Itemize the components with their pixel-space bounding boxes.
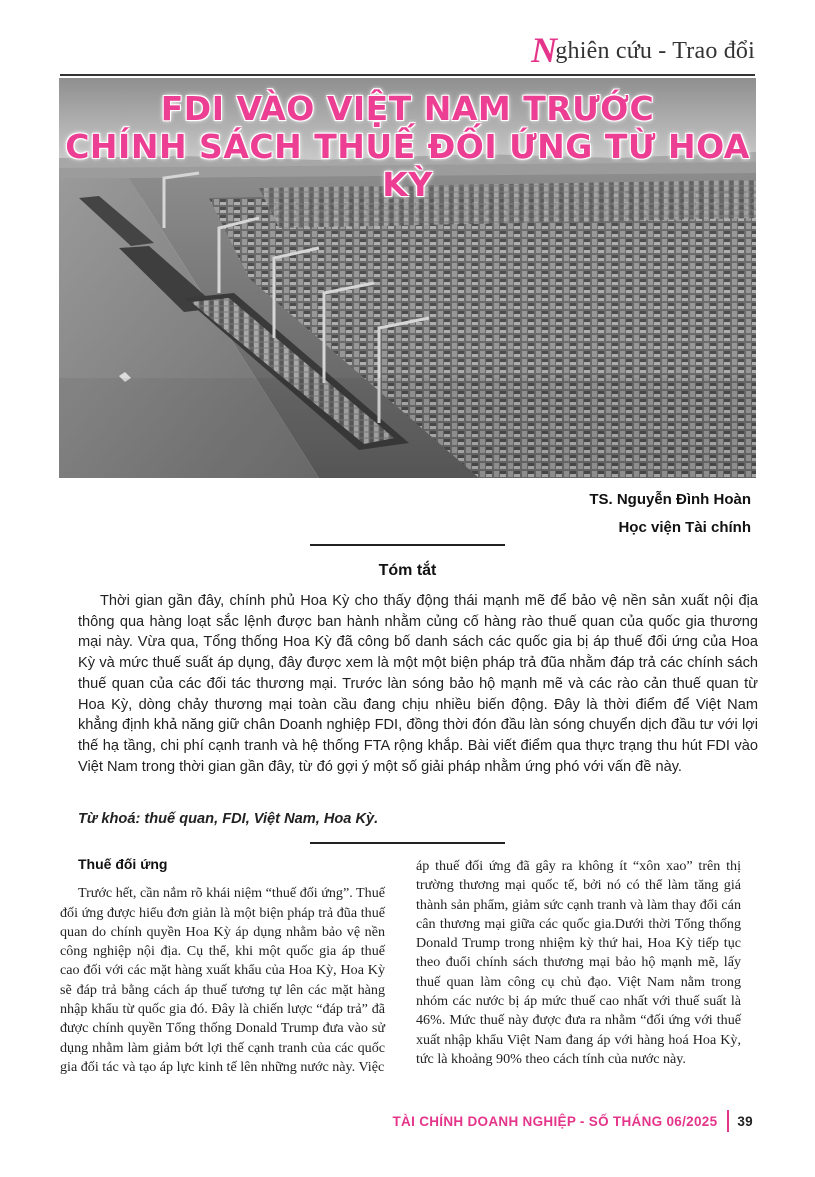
body-paragraph-right: áp thuế đối ứng đã gây ra không ít “xôn xao” trên thị trường thương mại quốc tế, bởi nó có thể làm tăng giá thành sản phẩm, giảm sức cạnh tranh và làm thay đổi cán cân thương mại giữa các quốc gia.Dưới thời Tổng thống Donald Trump trong nhiệm kỳ thứ hai, Hoa Kỳ tiếp tục theo đuổi chính sách thương mại bảo hộ mạnh mẽ, lấy thuế quan làm công cụ chủ đạo. Việt Nam nằm trong nhóm các nước bị áp mức thuế cao nhất với thuế suất là 46%. Mức thuế này được đưa ra nhằm “đối ứng với thuế xuất nhập khẩu Việt Nam đang áp với hàng hoá Hoa Kỳ, tức là khoảng 90% theo cách tính của nước này. [416, 858, 741, 1067]
keywords: Từ khoá: thuế quan, FDI, Việt Nam, Hoa Kỳ. [78, 811, 379, 827]
body-column-right [416, 857, 741, 1069]
abstract-heading: Tóm tắt [378, 562, 437, 579]
section-title [531, 32, 755, 68]
footer-separator [727, 1110, 729, 1132]
section-title-initial: N [531, 30, 558, 70]
author-name: TS. Nguyễn Đình Hoàn [589, 491, 751, 508]
divider-top [310, 544, 505, 546]
section-title-rest: ghiên cứu - Trao đổi [555, 38, 755, 64]
section-heading: Thuế đối ứng [78, 856, 168, 872]
page-footer [393, 1110, 753, 1132]
article-title [59, 90, 756, 204]
divider-bottom [310, 842, 505, 844]
section-header [60, 30, 755, 76]
abstract-body: Thời gian gần đây, chính phủ Hoa Kỳ cho thấy động thái mạnh mẽ để bảo vệ nền sản xuất nội địa thông qua hàng loạt sắc lệnh được ban hành nhằm củng cố hàng rào thuế quan của quốc gia thương mại này. Vừa qua, Tổng thống Hoa Kỳ đã công bố danh sách các quốc gia bị áp thuế đối ứng của Hoa Kỳ và mức thuế suất áp dụng, đây được xem là một một biện pháp trả đũa nhằm đáp trả các chính sách thuế quan của các đối tác thương mại. Trước làn sóng bảo hộ mạnh mẽ và các rào cản thuế quan từ Hoa Kỳ, dòng chảy thương mại toàn cầu đang chịu nhiều biến động. Đây là thời điểm để Việt Nam khẳng định khả năng giữ chân Doanh nghiệp FDI, đồng thời đón đầu làn sóng chuyển dịch đầu tư với lợi thế hạ tầng, chi phí cạnh tranh và hệ thống FTA rộng khắp. Bài viết điểm qua thực trạng thu hút FDI vào Việt Nam trong thời gian gần đây, từ đó gợi ý một số giải pháp nhằm ứng phó với vấn đề này. [78, 593, 758, 775]
header-rule [60, 74, 755, 76]
journal-name: TÀI CHÍNH DOANH NGHIỆP - SỐ THÁNG 06/2025 [392, 1113, 718, 1129]
hero-photo [59, 78, 756, 478]
author-block [589, 486, 751, 542]
page-number: 39 [737, 1113, 753, 1129]
body-column-left [60, 855, 385, 1077]
article-title-line1: FDI VÀO VIỆT NAM TRƯỚC [160, 89, 655, 128]
author-affiliation: Học viện Tài chính [618, 519, 751, 536]
body-paragraph-left: Trước hết, cần nắm rõ khái niệm “thuế đối ứng”. Thuế đối ứng được hiểu đơn giản là một biện pháp trả đũa thuế quan do chính quyền Hoa Kỳ áp dụng nhằm bảo vệ nền công nghiệp nội địa. Cụ thể, khi một quốc gia áp thuế cao đối với các mặt hàng xuất khẩu của Hoa Kỳ, Hoa Kỳ sẽ đáp trả bằng cách áp thuế tương tự lên các mặt hàng nhập khẩu từ quốc gia đó. Đây là chiến lược “đáp trả” đã được chính quyền Tổng thống Donald Trump đưa vào sử dụng nhằm làm giảm bớt lợi thế cạnh tranh của các quốc gia đối tác và tạo áp lực kinh tế lên những nước này. Việc [60, 885, 385, 1075]
article-title-line2: CHÍNH SÁCH THUẾ ĐỐI ỨNG TỪ HOA KỲ [65, 127, 750, 204]
